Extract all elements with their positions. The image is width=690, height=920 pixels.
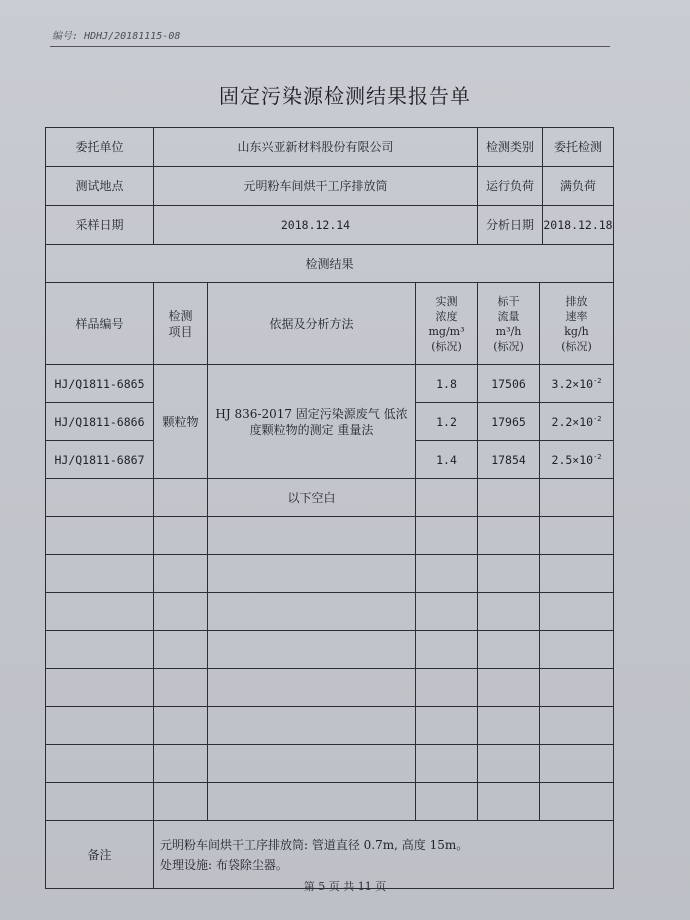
table-row bbox=[46, 479, 614, 517]
page-number: 第 5 页 共 11 页 bbox=[303, 880, 387, 893]
site-value: 元明粉车间烘干工序排放筒 bbox=[154, 167, 478, 206]
header-rate: 排放 速率 kg/h (标况) bbox=[540, 283, 614, 365]
blank-note: 以下空白 bbox=[208, 479, 416, 517]
flow-value: 17854 bbox=[478, 441, 540, 479]
table-row bbox=[46, 517, 614, 555]
results-section-title: 检测结果 bbox=[46, 245, 614, 283]
concentration-value: 1.2 bbox=[416, 403, 478, 441]
table-row bbox=[46, 365, 614, 403]
category-label: 检测类别 bbox=[478, 128, 543, 166]
site-label: 测试地点 bbox=[46, 167, 154, 206]
document-number: 编号: HDHJ/20181115-08 bbox=[52, 31, 181, 42]
load-label: 运行负荷 bbox=[478, 167, 543, 205]
sample-no: HJ/Q1811-6866 bbox=[46, 403, 154, 441]
concentration-value: 1.4 bbox=[416, 441, 478, 479]
rate-value: $2.2\times 10^{-2}$ bbox=[540, 403, 614, 441]
client-value: 山东兴亚新材料股份有限公司 bbox=[154, 128, 478, 167]
sampling-date-value: 2018.12.14 bbox=[154, 206, 478, 245]
load-cell bbox=[478, 167, 614, 206]
table-row bbox=[46, 745, 614, 783]
analysis-date-value: 2018.12.18 bbox=[543, 218, 613, 232]
load-value: 满负荷 bbox=[560, 179, 597, 193]
rate-value: $2.5\times 10^{-2}$ bbox=[540, 441, 614, 479]
header-concentration: 实测 浓度 mg/m³ (标况) bbox=[416, 283, 478, 365]
table-row bbox=[46, 783, 614, 821]
flow-value: 17965 bbox=[478, 403, 540, 441]
table-row bbox=[46, 669, 614, 707]
concentration-value: 1.8 bbox=[416, 365, 478, 403]
analysis-date-label: 分析日期 bbox=[478, 206, 543, 244]
header-method: 依据及分析方法 bbox=[208, 283, 416, 365]
remarks-label: 备注 bbox=[46, 821, 154, 889]
rate-value: $3.2\times 10^{-2}$ bbox=[540, 365, 614, 403]
client-label: 委托单位 bbox=[46, 128, 154, 167]
category-value: 委托检测 bbox=[554, 140, 603, 154]
remarks-line-2: 处理设施: 布袋除尘器。 bbox=[160, 857, 288, 872]
table-row bbox=[46, 631, 614, 669]
header-rule bbox=[50, 46, 610, 47]
table-row bbox=[46, 555, 614, 593]
report-title: 固定污染源检测结果报告单 bbox=[219, 84, 471, 108]
item-value: 颗粒物 bbox=[154, 365, 208, 479]
flow-value: 17506 bbox=[478, 365, 540, 403]
header-sample-no: 样品编号 bbox=[46, 283, 154, 365]
sample-no: HJ/Q1811-6867 bbox=[46, 441, 154, 479]
header-item: 检测 项目 bbox=[154, 283, 208, 365]
analysis-date-cell bbox=[478, 206, 614, 245]
remarks-line-1: 元明粉车间烘干工序排放筒: 管道直径 0.7m, 高度 15m。 bbox=[160, 837, 469, 852]
table-row bbox=[46, 593, 614, 631]
sampling-date-label: 采样日期 bbox=[46, 206, 154, 245]
sample-no: HJ/Q1811-6865 bbox=[46, 365, 154, 403]
method-value: HJ 836-2017 固定污染源废气 低浓度颗粒物的测定 重量法 bbox=[208, 365, 416, 479]
header-flow: 标干 流量 m³/h (标况) bbox=[478, 283, 540, 365]
category-cell bbox=[478, 128, 614, 167]
table-row bbox=[46, 707, 614, 745]
report-table bbox=[45, 127, 614, 889]
